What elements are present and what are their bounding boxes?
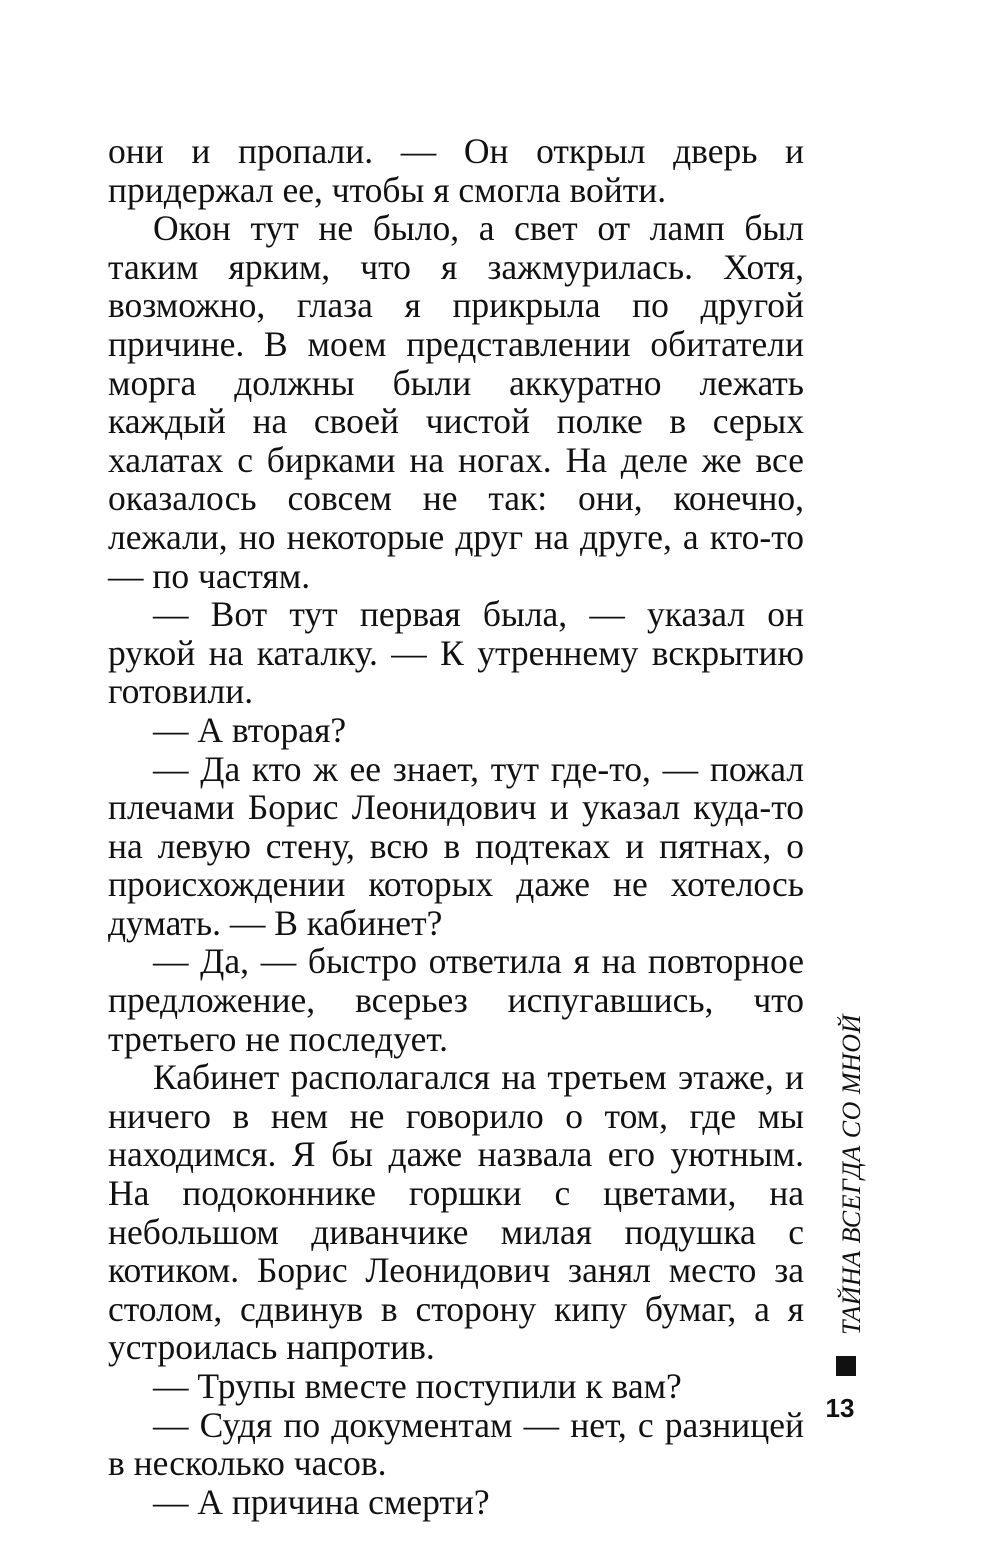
page-number: 13 — [825, 1393, 855, 1423]
running-head — [822, 985, 882, 1335]
paragraph-2: Окон тут не было, а свет от ламп был таким ярким, что я зажмурилась. Хотя, возможно, глаза я прикрыла по другой причине. В моем представлении обитатели морга должны были аккуратно лежать каждый на своей чистой полке в серых халатах с бирками на ногах. На деле же все оказалось совсем не так: они, конечно, лежали, но некоторые друг на друге, а кто-то — по частям. — [108, 208, 804, 596]
paragraph-3: — Вот тут первая была, — указал он рукой на каталку. — К утреннему вскрытию готовили. — [108, 594, 804, 712]
body-text — [108, 132, 804, 1521]
paragraph-4: — А вторая? — [153, 709, 347, 750]
paragraph-7: Кабинет располагался на третьем этаже, и ничего в нем не говорило о том, где мы находимся. Я бы даже назвала его уютным. На подоконнике горшки с цветами, на небольшом диванчике милая подушка с котиком. Борис Леонидович занял место за столом, сдвинув в сторону кипу бумаг, а я устроилась напротив. — [108, 1057, 804, 1368]
paragraph-1: они и пропали. — Он открыл дверь и придержал ее, чтобы я смогла войти. — [108, 131, 804, 210]
paragraph-5: — Да кто ж ее знает, тут где-то, — пожал плечами Борис Леонидович и указал куда-то на левую стену, всю в подтеках и пятнах, о происхождении которых даже не хотелось думать. — В кабинет? — [108, 748, 804, 943]
paragraph-10: — А причина смерти? — [153, 1481, 490, 1522]
running-head-title: ТАЙНА ВСЕГДА СО МНОЙ — [837, 1014, 866, 1335]
square-marker-icon — [836, 1356, 856, 1376]
paragraph-9: — Судя по документам — нет, с разницей в несколько часов. — [108, 1404, 804, 1484]
paragraph-8: — Трупы вместе поступили к вам? — [153, 1366, 682, 1406]
paragraph-6: — Да, — быстро ответила я на повторное предложение, всерьез испугавшись, что третьего не последует. — [108, 941, 804, 1059]
